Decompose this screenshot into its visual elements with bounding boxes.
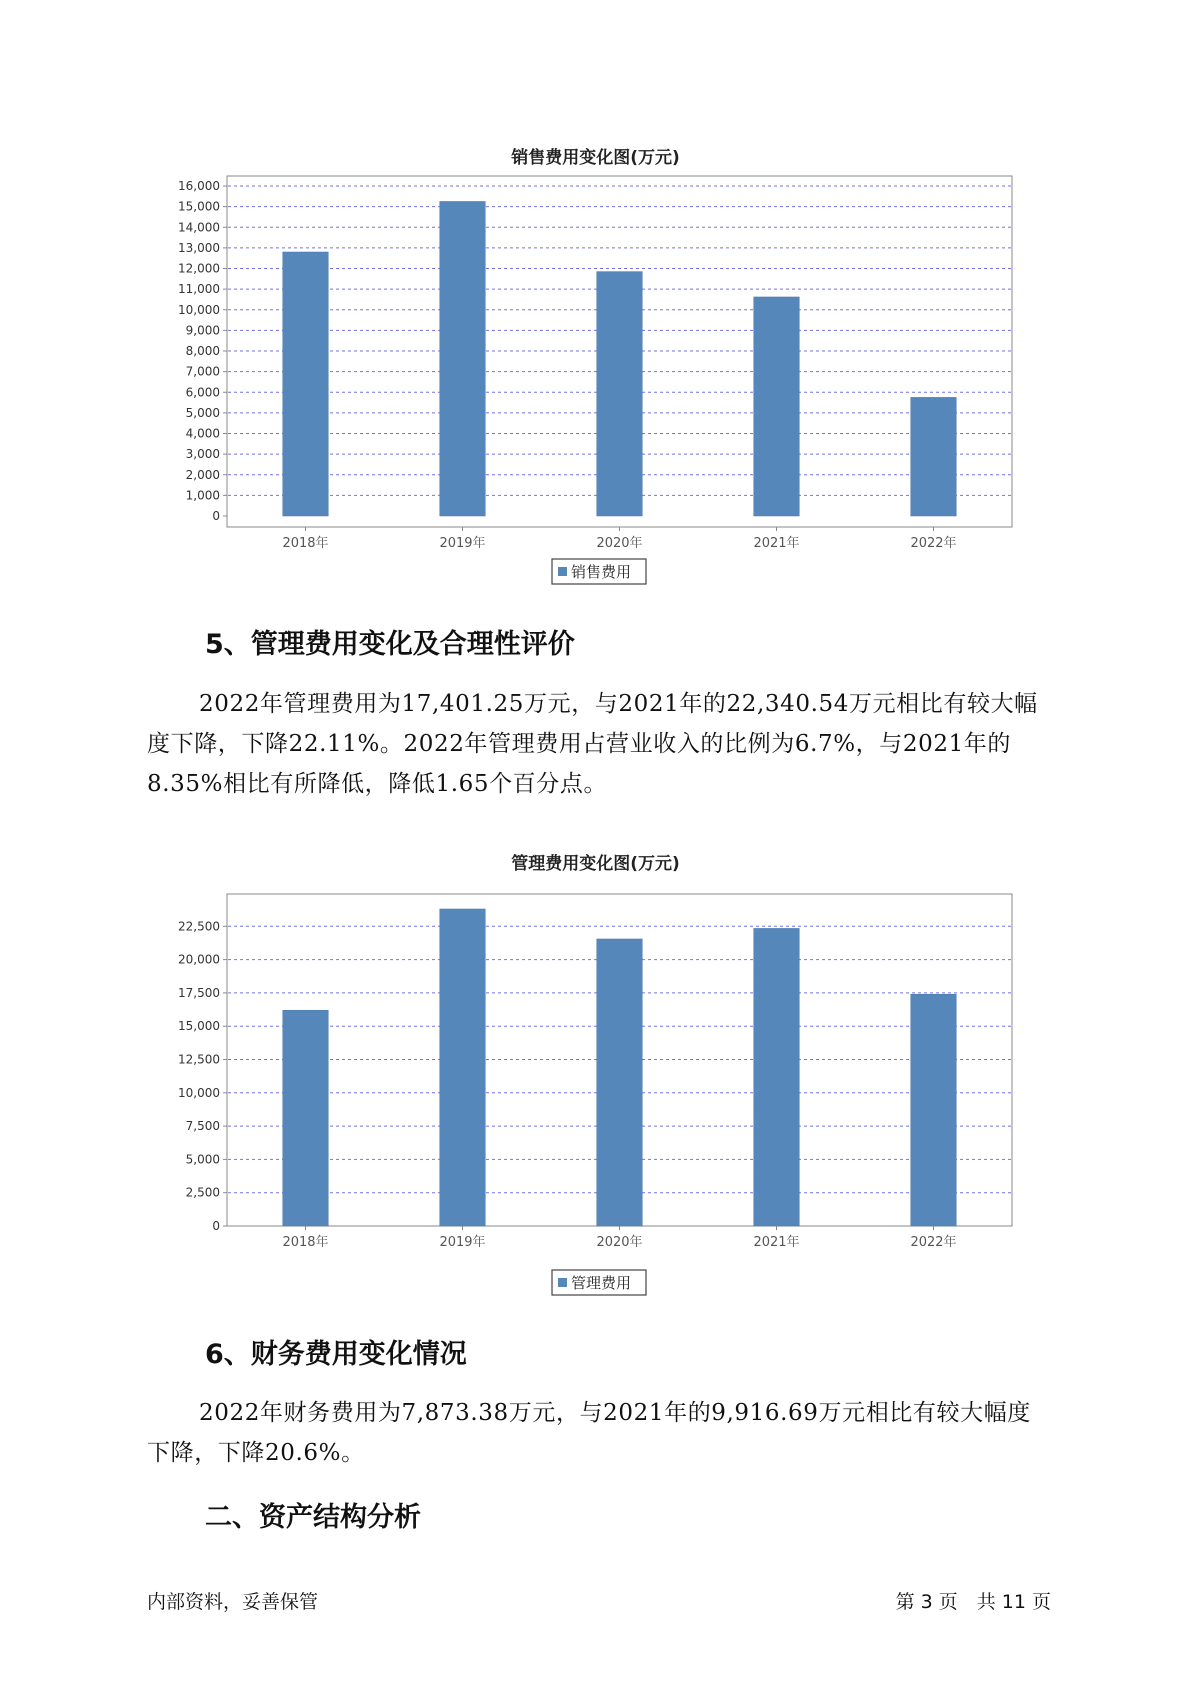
admin-chart-y-tick-label: 20,000	[178, 952, 220, 967]
admin-chart-y-tick-label: 0	[212, 1219, 220, 1233]
section-two-heading: 二、资产结构分析	[205, 1502, 421, 1533]
sales-chart-title: 销售费用变化图(万元)	[511, 148, 680, 168]
admin-chart-y-tick-label: 5,000	[185, 1152, 220, 1167]
admin-chart-y-tick-label: 7,500	[185, 1119, 220, 1134]
sales-chart-y-tick-label: 14,000	[178, 220, 220, 235]
sales-chart-y-tick-label: 15,000	[178, 199, 220, 214]
admin-chart-title: 管理费用变化图(万元)	[511, 854, 680, 874]
admin-chart-bar-0	[283, 1010, 329, 1226]
admin-chart-bar-1	[440, 909, 486, 1226]
sales-chart-legend-label: 销售费用	[571, 563, 632, 581]
sales-chart-y-tick-label: 0	[212, 509, 220, 523]
sales-chart-y-tick-label: 3,000	[185, 447, 220, 462]
sales-chart-y-tick-label: 2,000	[185, 467, 220, 482]
admin-chart-y-tick-label: 2,500	[185, 1185, 220, 1200]
footer-page-number: 第 3 页 共 11 页	[895, 1591, 1051, 1613]
sales-chart-y-tick-label: 11,000	[178, 282, 220, 297]
admin-chart-bar-4	[911, 994, 957, 1226]
admin-chart-y-tick-label: 22,500	[178, 919, 220, 934]
admin-chart-y-tick-label: 17,500	[178, 985, 220, 1000]
sales-chart-x-tick-label: 2019年	[439, 536, 486, 551]
section-6-paragraph: 2022年财务费用为7,873.38万元，与2021年的9,916.69万元相比有较大幅度下降，下降20.6%。	[147, 1400, 1031, 1466]
sales-chart-x-tick-label: 2022年	[910, 536, 957, 551]
admin-chart-x-tick-label: 2022年	[910, 1235, 957, 1250]
sales-chart-y-tick-label: 6,000	[185, 385, 220, 400]
admin-chart-x-tick-label: 2018年	[282, 1235, 329, 1250]
sales-chart-y-tick-label: 4,000	[185, 426, 220, 441]
sales-chart-y-tick-label: 12,000	[178, 261, 220, 276]
sales-chart-y-tick-label: 9,000	[185, 323, 220, 338]
section-6-heading: 6、财务费用变化情况	[205, 1339, 467, 1370]
admin-chart-legend-label: 管理费用	[571, 1274, 632, 1292]
admin-chart-bar-2	[597, 939, 643, 1226]
section-5-paragraph: 2022年管理费用为17,401.25万元，与2021年的22,340.54万元相比有较大幅度下降，下降22.11%。2022年管理费用占营业收入的比例为6.7%，与2021年的8.35%相比有所降低，降低1.65个百分点。	[147, 691, 1038, 797]
sales-chart-y-tick-label: 13,000	[178, 240, 220, 255]
sales-chart-y-tick-label: 5,000	[185, 405, 220, 420]
sales-chart-x-tick-label: 2018年	[282, 536, 329, 551]
admin-chart-x-tick-label: 2020年	[596, 1235, 643, 1250]
section-5-heading: 5、管理费用变化及合理性评价	[205, 629, 575, 660]
admin-chart-y-tick-label: 10,000	[178, 1085, 220, 1100]
sales-chart-y-tick-label: 7,000	[185, 364, 220, 379]
sales-chart-y-tick-label: 10,000	[178, 302, 220, 317]
sales-chart-y-tick-label: 16,000	[178, 179, 220, 193]
admin-chart-legend-swatch	[558, 1278, 567, 1287]
sales-chart-y-tick-label: 8,000	[185, 344, 220, 358]
sales-chart-x-tick-label: 2021年	[753, 536, 800, 551]
admin-chart-x-tick-label: 2021年	[753, 1235, 800, 1250]
sales-chart-y-tick-label: 1,000	[185, 488, 220, 503]
admin-chart-x-tick-label: 2019年	[439, 1235, 486, 1250]
admin-chart-y-tick-label: 15,000	[178, 1019, 220, 1034]
sales-chart-x-tick-label: 2020年	[596, 536, 643, 551]
footer-confidential-note: 内部资料，妥善保管	[147, 1591, 319, 1613]
admin-chart-y-tick-label: 12,500	[178, 1052, 220, 1067]
admin-chart-bar-3	[754, 928, 800, 1226]
